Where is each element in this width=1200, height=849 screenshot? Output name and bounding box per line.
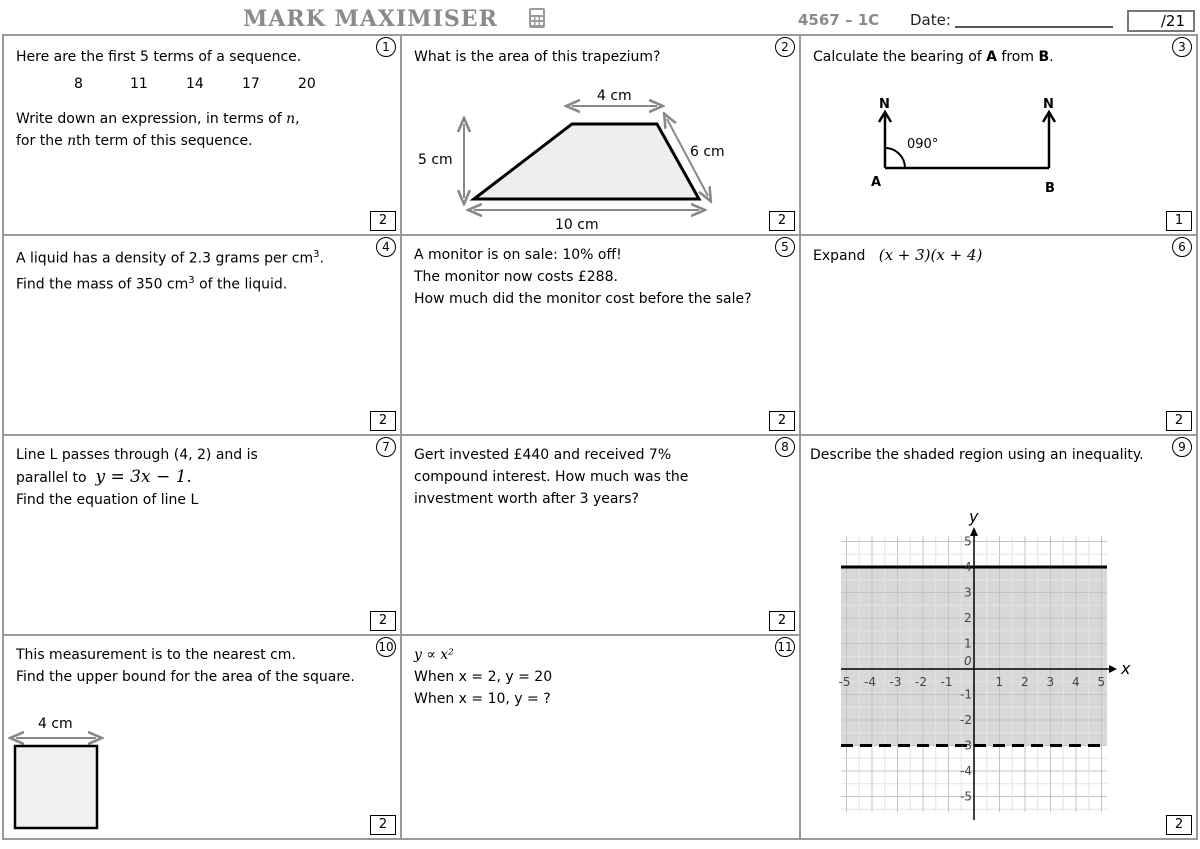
marks-box: 2 bbox=[769, 211, 795, 231]
point-a-label: A bbox=[871, 175, 882, 190]
q10-text bbox=[16, 644, 355, 688]
question-1 bbox=[2, 34, 402, 236]
y-tick-label: -1 bbox=[960, 687, 972, 702]
question-number: 2 bbox=[775, 37, 795, 57]
q1-text: Here are the first 5 terms of a sequence. bbox=[16, 49, 302, 65]
question-number: 8 bbox=[775, 437, 795, 457]
q7-text bbox=[16, 444, 258, 511]
q7-line2: parallel to bbox=[16, 470, 87, 486]
q11-line2: When x = 2, y = 20 bbox=[414, 669, 553, 685]
point-a-ref: A bbox=[986, 49, 997, 65]
term: 20 bbox=[298, 76, 316, 92]
x-tick-label: -4 bbox=[864, 675, 876, 689]
q1-line1: Write down an expression, in terms of bbox=[16, 111, 287, 127]
marks-box: 2 bbox=[769, 411, 795, 431]
q6-text bbox=[813, 244, 982, 267]
question-number: 10 bbox=[376, 637, 396, 657]
q1-line2b: th term of this sequence. bbox=[76, 133, 253, 149]
q1-instruction bbox=[16, 108, 300, 152]
origin-label: 0 bbox=[964, 654, 972, 668]
square-diagram bbox=[4, 712, 124, 838]
question-8 bbox=[400, 434, 801, 636]
q11-line1: y ∝ x² bbox=[414, 647, 454, 663]
question-number: 3 bbox=[1172, 37, 1192, 57]
question-number: 6 bbox=[1172, 237, 1192, 257]
marks-box: 1 bbox=[1166, 211, 1192, 231]
total-score-box[interactable]: /21 bbox=[1127, 10, 1195, 32]
question-grid bbox=[2, 34, 1198, 840]
x-axis-label: x bbox=[1121, 659, 1131, 678]
q4-text bbox=[16, 244, 324, 295]
x-tick-label: 5 bbox=[1097, 675, 1106, 689]
q11-text bbox=[414, 644, 552, 710]
x-tick-label: -2 bbox=[915, 675, 927, 689]
q10-line2: Find the upper bound for the area of the square. bbox=[16, 669, 355, 685]
q9-text: Describe the shaded region using an inequality. bbox=[810, 447, 1144, 463]
x-tick-label: -1 bbox=[940, 675, 953, 689]
marks-box: 2 bbox=[370, 411, 396, 431]
north-label-a: N bbox=[879, 97, 890, 112]
question-10 bbox=[2, 634, 402, 840]
q8-line2: compound interest. How much was the bbox=[414, 469, 689, 485]
q4-period: . bbox=[319, 250, 324, 267]
term: 17 bbox=[242, 76, 260, 92]
y-tick-label: -2 bbox=[960, 713, 972, 727]
question-5 bbox=[400, 234, 801, 436]
y-axis-label: y bbox=[969, 507, 979, 526]
y-tick-label: 1 bbox=[964, 636, 972, 651]
marks-box: 2 bbox=[370, 611, 396, 631]
term: 8 bbox=[74, 76, 83, 92]
q3-text-a: Calculate the bearing of bbox=[813, 49, 987, 65]
question-number: 5 bbox=[775, 237, 795, 257]
q7-line3: Find the equation of line L bbox=[16, 492, 199, 508]
calculator-icon bbox=[528, 7, 546, 29]
q4-line1: A liquid has a density of 2.3 grams per cm bbox=[16, 250, 314, 267]
y-tick-label: 3 bbox=[964, 585, 972, 600]
base-label: 10 cm bbox=[555, 217, 599, 233]
question-7 bbox=[2, 434, 402, 636]
marks-box: 2 bbox=[769, 611, 795, 631]
y-tick-label: -4 bbox=[960, 764, 972, 778]
superscript: 3 bbox=[188, 274, 195, 286]
question-number: 11 bbox=[775, 637, 795, 657]
q4-line2b: of the liquid. bbox=[194, 276, 288, 293]
app-title: MARK MAXIMISER bbox=[243, 6, 498, 32]
point-b-label: B bbox=[1045, 181, 1055, 196]
q5-line3: How much did the monitor cost before the sale? bbox=[414, 291, 752, 307]
question-number: 4 bbox=[376, 237, 396, 257]
q11-line3: When x = 10, y = ? bbox=[414, 691, 551, 707]
top-label: 4 cm bbox=[597, 88, 632, 104]
q10-line1: This measurement is to the nearest cm. bbox=[16, 647, 296, 663]
y-tick-label: -3 bbox=[960, 738, 972, 753]
height-label: 5 cm bbox=[418, 152, 453, 168]
q3-text bbox=[813, 46, 1054, 68]
marks-box: 2 bbox=[1166, 411, 1192, 431]
q5-text bbox=[414, 244, 752, 310]
q3-text-c: . bbox=[1049, 49, 1054, 65]
question-6 bbox=[799, 234, 1198, 436]
angle-label: 090° bbox=[907, 137, 939, 152]
var-n: n bbox=[67, 133, 77, 149]
q5-line1: A monitor is on sale: 10% off! bbox=[414, 247, 622, 263]
term: 14 bbox=[186, 76, 204, 92]
square-shape bbox=[15, 746, 97, 828]
q8-text bbox=[414, 444, 688, 510]
term: 11 bbox=[130, 76, 148, 92]
question-3 bbox=[799, 34, 1198, 236]
superscript: 3 bbox=[313, 249, 320, 260]
q1-comma: , bbox=[295, 111, 300, 127]
sequence-terms bbox=[74, 76, 354, 92]
q3-text-b: from bbox=[996, 49, 1039, 65]
x-tick-label: 4 bbox=[1072, 675, 1080, 689]
q8-line3: investment worth after 3 years? bbox=[414, 491, 639, 507]
q4-line2: Find the mass of 350 cm bbox=[16, 276, 189, 293]
question-2 bbox=[400, 34, 801, 236]
trapezium-diagram bbox=[402, 86, 799, 236]
paper-code: 4567 – 1C bbox=[798, 11, 880, 29]
side-label: 6 cm bbox=[690, 144, 725, 160]
point-b-ref: B bbox=[1038, 49, 1050, 65]
marks-box: 2 bbox=[370, 815, 396, 835]
date-field[interactable] bbox=[955, 26, 1113, 28]
y-tick-label: -5 bbox=[960, 789, 972, 804]
question-4 bbox=[2, 234, 402, 436]
inequality-graph bbox=[801, 476, 1196, 838]
question-number: 1 bbox=[376, 37, 396, 57]
y-tick-label: 2 bbox=[964, 611, 972, 625]
trapezium-shape bbox=[474, 124, 699, 199]
marks-box: 2 bbox=[370, 211, 396, 231]
x-axis-arrow bbox=[1109, 665, 1117, 673]
date-label: Date: bbox=[910, 11, 951, 29]
q2-text: What is the area of this trapezium? bbox=[414, 49, 661, 65]
x-tick-label: 3 bbox=[1046, 675, 1055, 689]
x-tick-label: 1 bbox=[995, 675, 1004, 689]
y-tick-label: 4 bbox=[964, 560, 972, 574]
q7-equation: y = 3x − 1. bbox=[95, 467, 192, 487]
var-n: n bbox=[286, 111, 296, 127]
x-tick-label: -5 bbox=[838, 675, 851, 689]
x-tick-label: -3 bbox=[889, 675, 902, 689]
q8-line1: Gert invested £440 and received 7% bbox=[414, 447, 672, 463]
y-tick-label: 5 bbox=[964, 534, 972, 549]
q6-label: Expand bbox=[813, 248, 866, 264]
q7-line1: Line L passes through (4, 2) and is bbox=[16, 447, 258, 463]
q6-expression: (x + 3)(x + 4) bbox=[878, 246, 983, 264]
bearing-diagram bbox=[801, 86, 1196, 206]
header bbox=[0, 0, 1200, 34]
marks-box: 2 bbox=[1166, 815, 1192, 835]
question-number: 9 bbox=[1172, 437, 1192, 457]
x-tick-label: 2 bbox=[1021, 675, 1029, 689]
question-11 bbox=[400, 634, 801, 840]
q1-line2a: for the bbox=[16, 133, 68, 149]
q5-line2: The monitor now costs £288. bbox=[414, 269, 618, 285]
side-label: 4 cm bbox=[38, 716, 73, 732]
question-9 bbox=[799, 434, 1198, 840]
question-number: 7 bbox=[376, 437, 396, 457]
north-label-b: N bbox=[1043, 97, 1054, 112]
